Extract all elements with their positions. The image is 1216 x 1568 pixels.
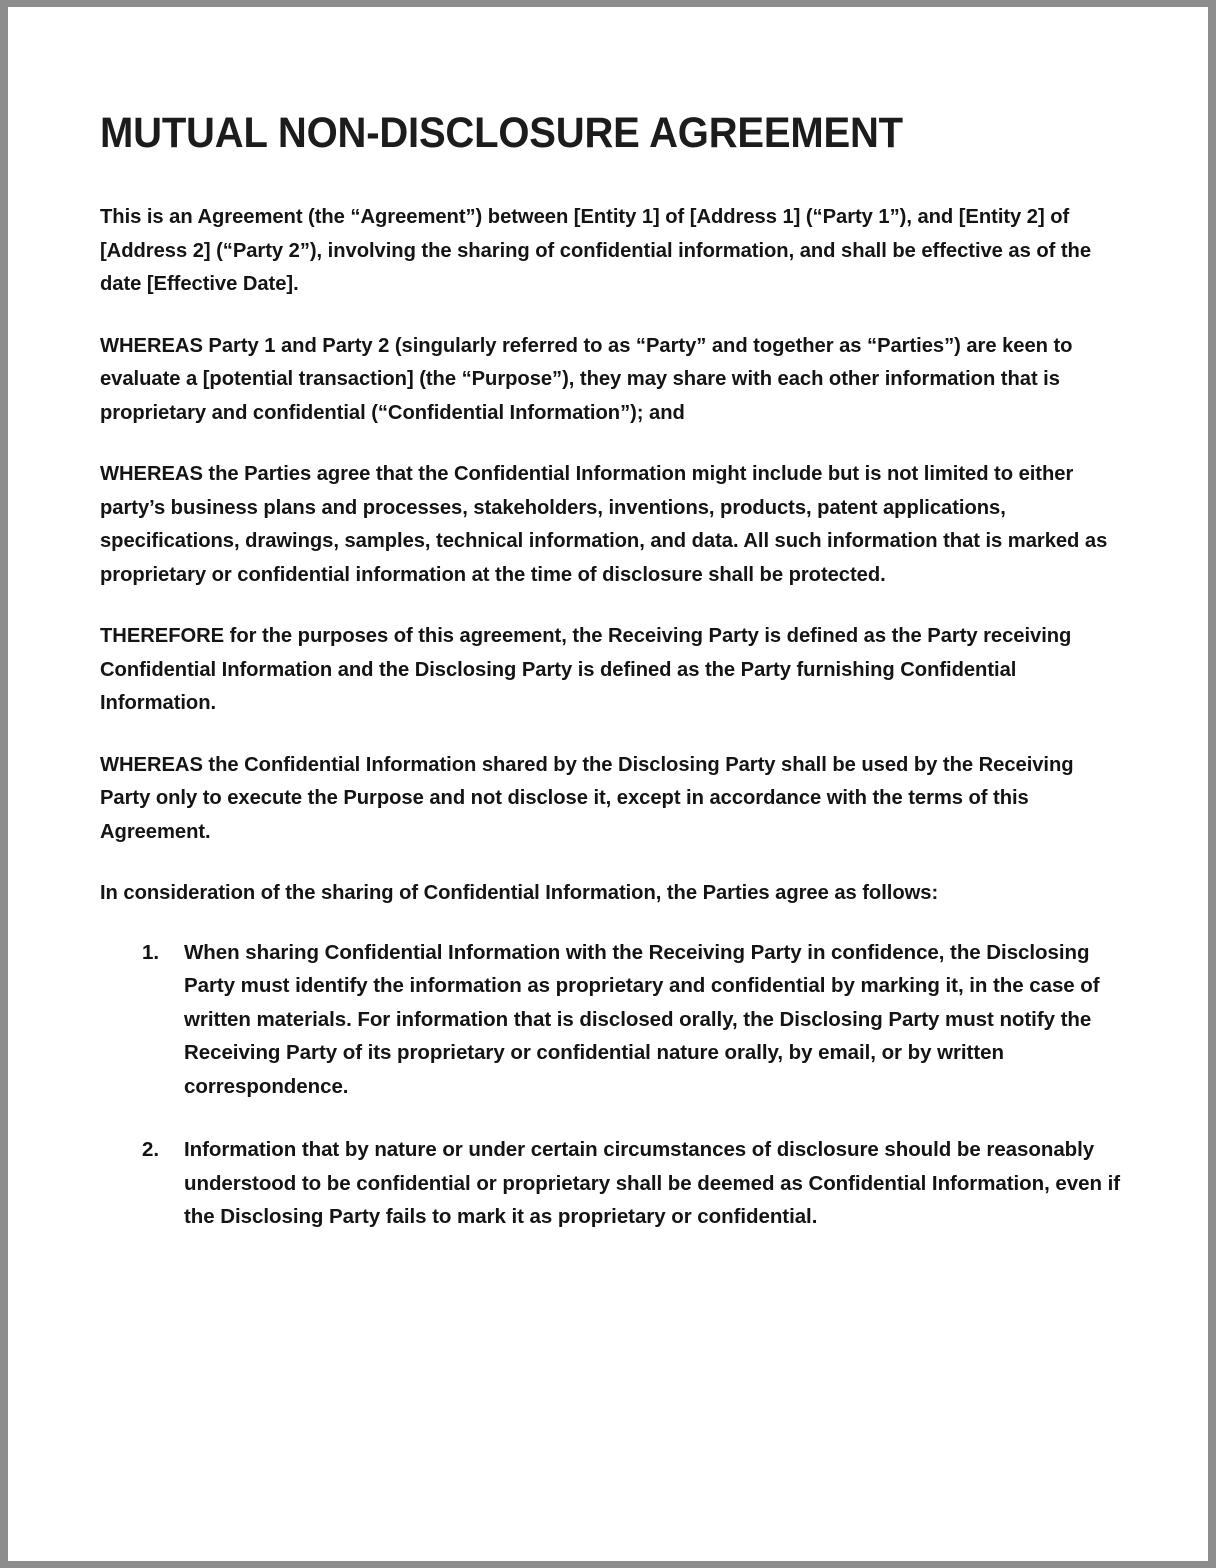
list-item	[100, 1133, 1124, 1234]
paragraph-whereas-scope-of-information: WHEREAS the Parties agree that the Confidential Information might include but is not limited to either party’s business plans and processes, stakeholders, inventions, products, patent applications, specifications, drawings, samples, technical information, and data. All such information that is marked as proprietary or confidential information at the time of disclosure shall be protected.	[100, 462, 1108, 586]
list-lead-in: In consideration of the sharing of Confidential Information, the Parties agree as follows:	[100, 881, 939, 905]
page-title: MUTUAL NON-DISCLOSURE AGREEMENT	[100, 109, 903, 157]
paragraph-whereas-permitted-use: WHEREAS the Confidential Information shared by the Disclosing Party shall be used by the Receiving Party only to execute the Purpose and not disclose it, except in accordance with the terms of this Agreement.	[100, 752, 1074, 843]
list-item	[100, 936, 1124, 1104]
clause-list	[100, 936, 1124, 1234]
paragraph-therefore-definitions: THEREFORE for the purposes of this agreement, the Receiving Party is defined as the Party receiving Confidential Information and the Disclosing Party is defined as the Party furnishing Confidential Information.	[100, 624, 1072, 715]
paragraph-recitals-intro: This is an Agreement (the “Agreement”) between [Entity 1] of [Address 1] (“Party 1”), and [Entity 2] of [Address 2] (“Party 2”), involving the sharing of confidential information, and shall be effective as of the date [Effective Date].	[100, 205, 1092, 296]
paragraph-whereas-parties-evaluate: WHEREAS Party 1 and Party 2 (singularly referred to as “Party” and together as “Parties”) are keen to evaluate a [potential transaction] (the “Purpose”), they may share with each other information that is proprietary and confidential (“Confidential Information”); and	[100, 333, 1073, 424]
document-body	[100, 200, 1124, 1234]
document-content	[100, 7, 1124, 1264]
clause-text: When sharing Confidential Information with the Receiving Party in confidence, the Disclosing Party must identify the information as proprietary and confidential by marking it, in the case of written materials. For information that is disclosed orally, the Disclosing Party must notify the Receiving Party of its proprietary or confidential nature orally, by email, or by written correspondence.	[184, 940, 1100, 1098]
document-page	[8, 7, 1208, 1561]
clause-text: Information that by nature or under certain circumstances of disclosure should be reasonably understood to be confidential or proprietary shall be deemed as Confidential Information, even if the Disclosing Party fails to mark it as proprietary or confidential.	[184, 1138, 1120, 1229]
